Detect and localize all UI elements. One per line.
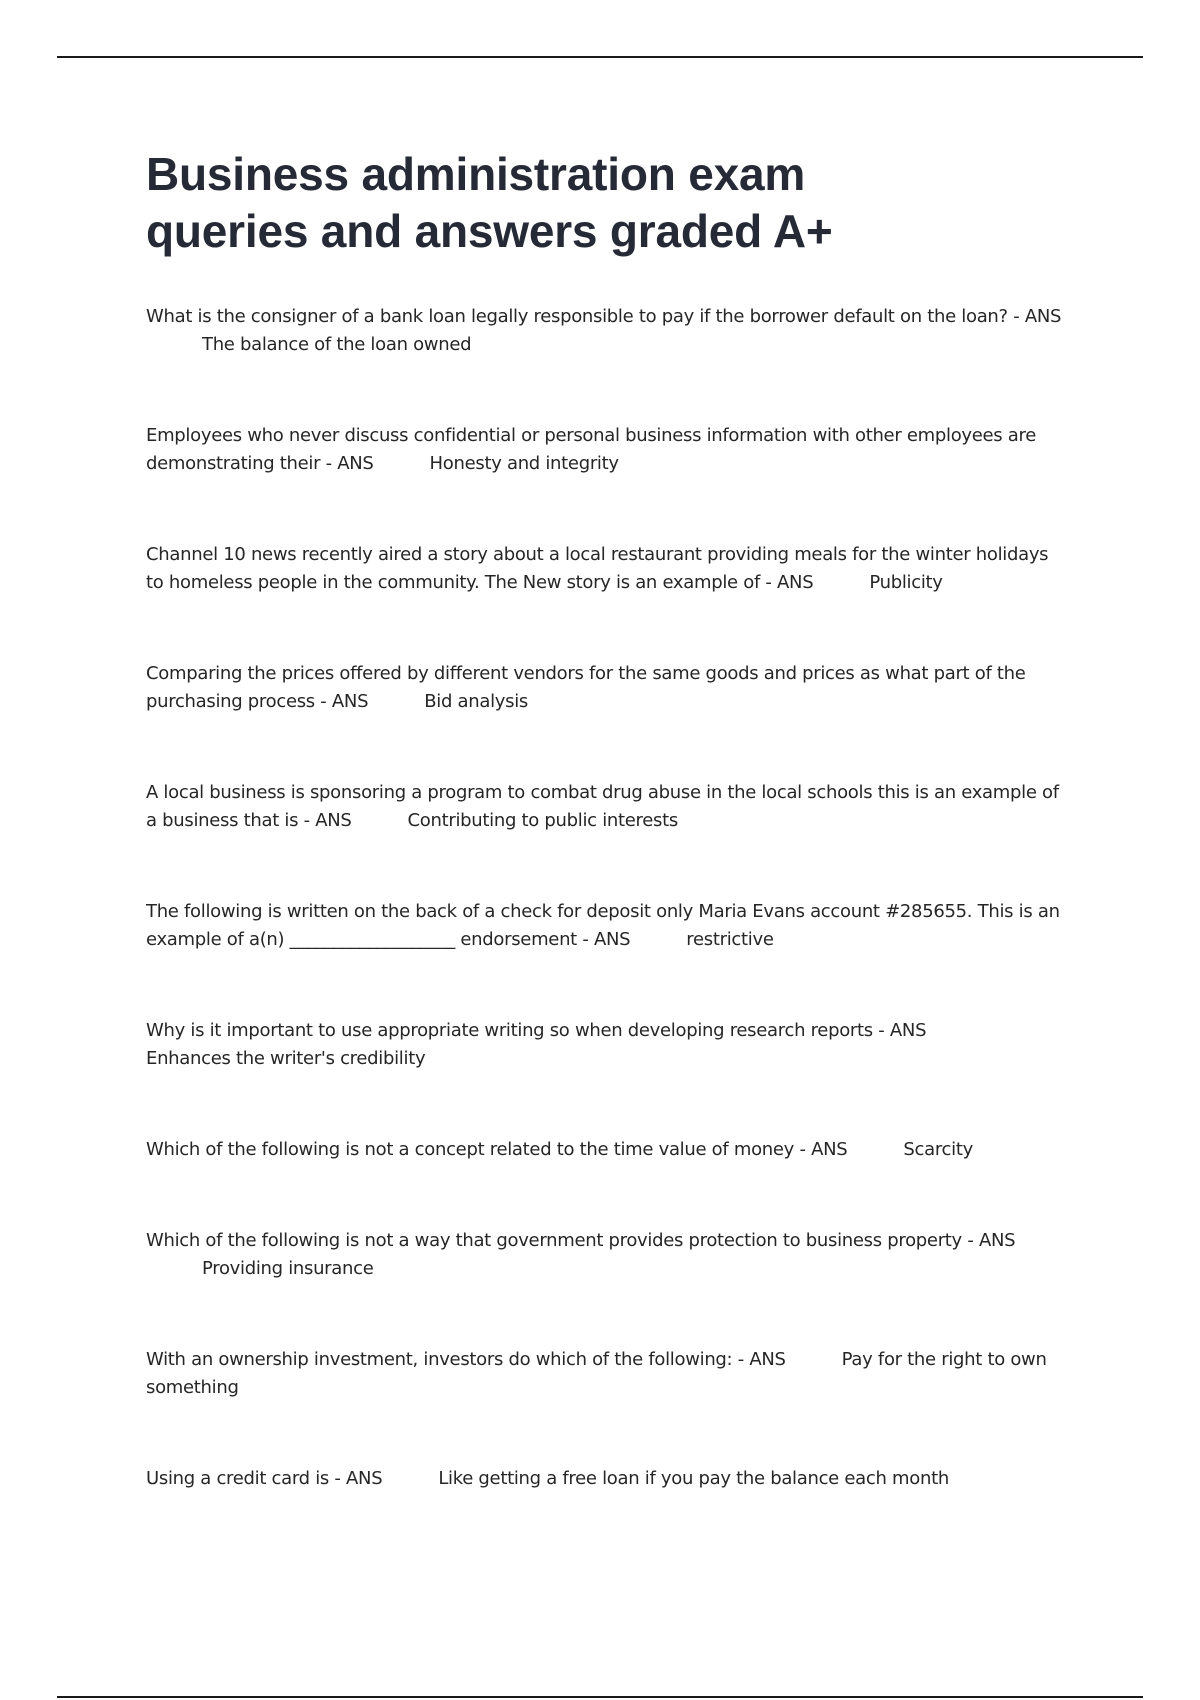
answer-text: Providing insurance <box>202 1258 374 1279</box>
question-text: What is the consigner of a bank loan legally responsible to pay if the borrower default on the loan? - ANS <box>146 306 1062 327</box>
answer-text: Publicity <box>869 572 943 593</box>
answer-text: Bid analysis <box>424 691 529 712</box>
title-line-2: queries and answers graded A+ <box>146 205 833 257</box>
qa-list <box>146 303 1066 1493</box>
qa-item <box>146 1017 1066 1073</box>
answer-text: Honesty and integrity <box>429 453 619 474</box>
question-text: With an ownership investment, investors do which of the following: - ANS <box>146 1349 786 1370</box>
qa-item <box>146 660 1066 716</box>
question-text: Channel 10 news recently aired a story about a local restaurant providing meals for the winter holidays to homeless people in the community. The New story is an example of - ANS <box>146 544 1049 593</box>
answer-text: restrictive <box>686 929 774 950</box>
title-line-1: Business administration exam <box>146 148 806 200</box>
question-text: Comparing the prices offered by different vendors for the same goods and prices as what part of the purchasing process - ANS <box>146 663 1026 712</box>
qa-item <box>146 779 1066 835</box>
qa-item <box>146 422 1066 478</box>
bottom-rule <box>57 1696 1143 1698</box>
question-text: A local business is sponsoring a program to combat drug abuse in the local schools this is an example of a business that is - ANS <box>146 782 1059 831</box>
document-title <box>146 146 1066 260</box>
top-rule <box>57 56 1143 58</box>
answer-text: Scarcity <box>903 1139 973 1160</box>
answer-text: Enhances the writer's credibility <box>146 1048 426 1069</box>
qa-item <box>146 898 1066 954</box>
qa-item <box>146 303 1066 359</box>
question-text: Which of the following is not a concept related to the time value of money - ANS <box>146 1139 848 1160</box>
qa-item <box>146 1227 1066 1283</box>
answer-text: Pay for the right to own something <box>146 1349 1047 1398</box>
question-text: Employees who never discuss confidential or personal business information with other employees are demonstrating their - ANS <box>146 425 1037 474</box>
answer-text: Contributing to public interests <box>407 810 678 831</box>
qa-item <box>146 1136 1066 1164</box>
answer-text: Like getting a free loan if you pay the balance each month <box>438 1468 949 1489</box>
answer-text: The balance of the loan owned <box>202 334 472 355</box>
qa-item <box>146 1465 1066 1493</box>
qa-item <box>146 541 1066 597</box>
question-text: The following is written on the back of a check for deposit only Maria Evans account #285655. This is an example of a(n) ___________________ endorsement - ANS <box>146 901 1060 950</box>
document-body <box>146 146 1066 1556</box>
question-text: Using a credit card is - ANS <box>146 1468 383 1489</box>
question-text: Why is it important to use appropriate writing so when developing research reports - ANS <box>146 1020 927 1041</box>
question-text: Which of the following is not a way that government provides protection to business property - ANS <box>146 1230 1016 1251</box>
qa-item <box>146 1346 1066 1402</box>
